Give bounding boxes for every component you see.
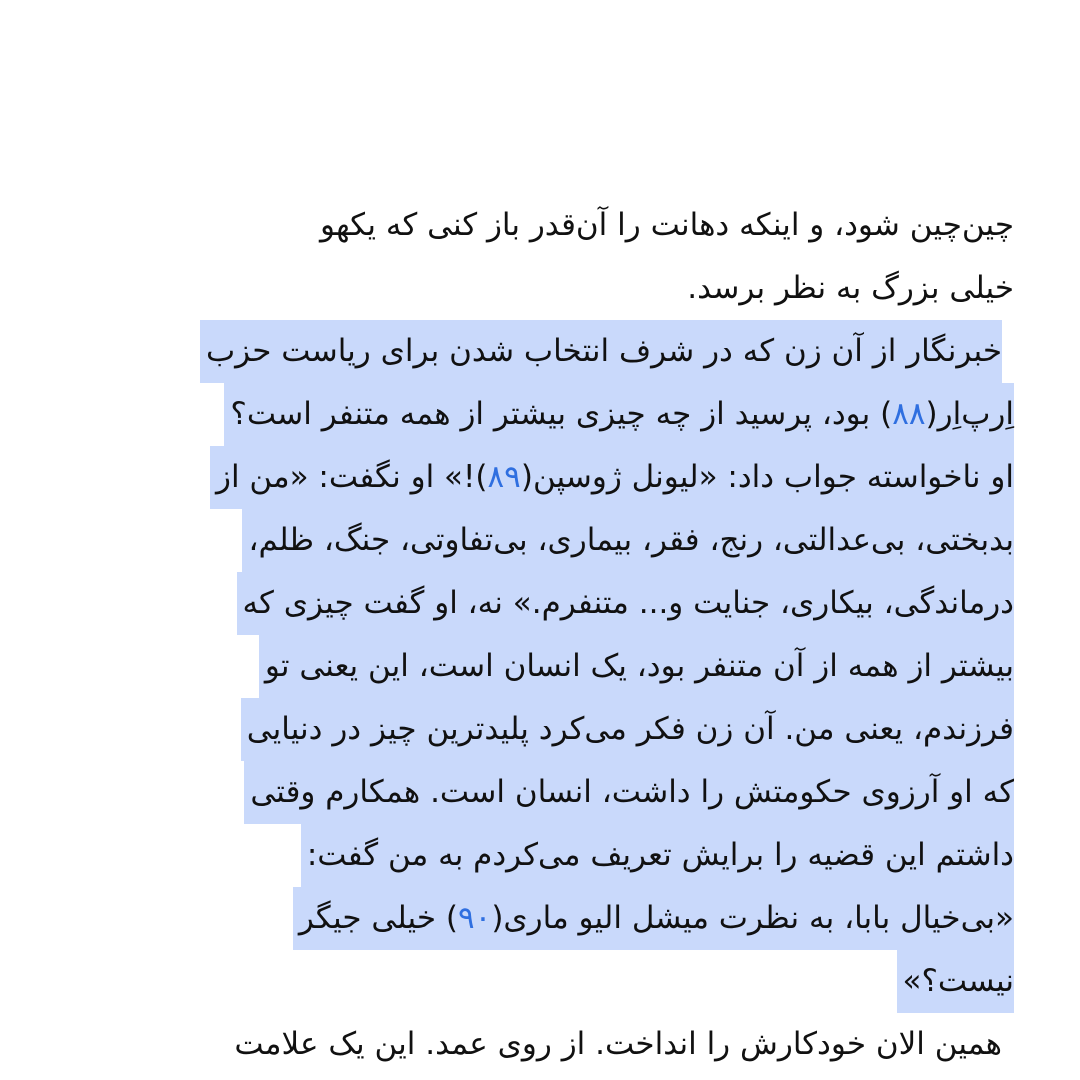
selected-text-line[interactable] [244,761,1014,824]
text-run: او ناخواسته جواب داد: «لیونل ژوسپن( [520,459,1014,495]
text-run: درماندگی، بیکاری، جنایت و... متنفرم.» نه، او گفت چیزی که [242,585,1014,621]
text-run: داشتم این قضیه را برایش تعریف می‌کردم به من گفت: [306,837,1014,873]
text-run: چین‌چین شود، و اینکه دهانت را آن‌قدر باز کنی که یکهو [320,207,1014,243]
text-run: ) خیلی جیگر [298,900,458,936]
text-line [681,257,1014,320]
selected-text-line[interactable] [237,572,1014,635]
selected-text-line[interactable] [241,698,1014,761]
text-run: که او آرزوی حکومتش را داشت، انسان است. همکارم وقتی [250,774,1014,810]
text-run: فرزندم، یعنی من. آن زن فکر می‌کرد پلیدترین چیز در دنیایی [246,711,1014,747]
text-run: همین الان خودکارش را انداخت. از روی عمد. این یک علامت [234,1026,1002,1062]
selected-text-line[interactable] [293,887,1014,950]
selected-text-line[interactable] [897,950,1015,1013]
text-run: بدبختی، بی‌عدالتی، رنج، فقر، بیماری، بی‌تفاوتی، جنگ، ظلم، [248,522,1014,558]
text-run: خیلی بزرگ به نظر برسد. [687,270,1014,306]
selected-text-line[interactable] [210,446,1014,509]
text-run: خبرنگار از آن زن که در شرف انتخاب شدن برای ریاست حزب [205,333,1002,369]
footnote-link[interactable]: ۹۰ [458,900,492,936]
selected-text-line[interactable] [242,509,1014,572]
selected-text-line[interactable] [301,824,1014,887]
selected-text-line[interactable] [200,320,1002,383]
text-run: ) بود، پرسید از چه چیزی بیشتر از همه متنفر است؟ [230,396,893,432]
selected-text-line[interactable] [224,383,1014,446]
text-run: «بی‌خیال بابا، به نظرت میشل الیو ماری( [491,900,1014,936]
text-run: )!» او نگفت: «من از [215,459,488,495]
footnote-link[interactable]: ۸۹ [487,459,521,495]
text-run: بیشتر از همه از آن متنفر بود، یک انسان است، این یعنی تو [264,648,1014,684]
text-run: اِرپ‌اِر( [925,396,1014,432]
text-line [228,1013,1002,1076]
selected-text-line[interactable] [259,635,1014,698]
text-run: نیست؟» [902,963,1014,999]
footnote-link[interactable]: ۸۸ [892,396,926,432]
text-line [314,194,1014,257]
